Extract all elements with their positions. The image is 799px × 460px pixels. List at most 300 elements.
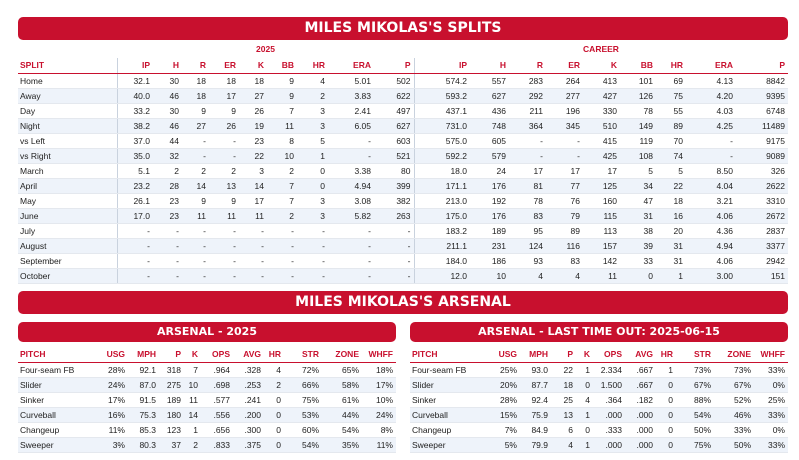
pitch-stat: 0 <box>656 377 676 392</box>
arsenal-2025-title: ARSENAL - 2025 <box>18 322 396 342</box>
stat-2025: 18 <box>182 73 209 88</box>
stat-2025: 18 <box>182 88 209 103</box>
stat-2025: 10 <box>267 148 297 163</box>
pitch-stat: 18 <box>551 377 576 392</box>
stat-2025: 32.1 <box>117 73 153 88</box>
pitch-stat: .333 <box>593 422 625 437</box>
table-row <box>18 437 396 452</box>
stat-career: 9089 <box>736 148 788 163</box>
pitch-stat: 0 <box>264 407 284 422</box>
header-2025-ip: IP <box>117 58 153 73</box>
header-2025-hr: HR <box>297 58 328 73</box>
stat-career: 413 <box>583 73 620 88</box>
pitch-stat: 0% <box>754 422 788 437</box>
stat-career: 1 <box>656 268 686 283</box>
stat-2025: 27 <box>239 88 267 103</box>
pitch-stat: 2.334 <box>593 362 625 377</box>
stat-career: 183.2 <box>414 223 470 238</box>
stat-2025: 46 <box>153 118 182 133</box>
pitch-stat: 17% <box>362 377 396 392</box>
pitch-stat: 60% <box>284 422 322 437</box>
split-label: October <box>18 268 117 283</box>
stat-career: 34 <box>620 178 656 193</box>
arsenal-2025-header-ops: OPS <box>201 347 233 362</box>
stat-2025: 17.0 <box>117 208 153 223</box>
stat-career: 4.20 <box>686 88 736 103</box>
header-career-bb: BB <box>620 58 656 73</box>
stat-2025: 7 <box>267 178 297 193</box>
stat-2025: - <box>328 148 374 163</box>
table-row <box>18 422 396 437</box>
pitch-stat: 54% <box>322 422 362 437</box>
split-label: vs Left <box>18 133 117 148</box>
pitch-stat: 7 <box>184 362 201 377</box>
pitch-stat: .000 <box>593 407 625 422</box>
pitch-stat: 88% <box>676 392 714 407</box>
pitch-stat: .000 <box>593 437 625 452</box>
header-career-hr: HR <box>656 58 686 73</box>
stat-career: - <box>509 148 546 163</box>
table-row <box>18 178 788 193</box>
stat-career: 264 <box>546 73 583 88</box>
stat-2025: 8 <box>267 133 297 148</box>
split-label: Home <box>18 73 117 88</box>
pitch-stat: 0 <box>576 422 593 437</box>
pitch-name: Four-seam FB <box>410 362 490 377</box>
header-career-ip: IP <box>414 58 470 73</box>
pitch-stat: 11 <box>184 392 201 407</box>
stat-2025: 5.82 <box>328 208 374 223</box>
pitch-stat: .833 <box>201 437 233 452</box>
stat-career: 77 <box>546 178 583 193</box>
stat-2025: 521 <box>374 148 414 163</box>
stat-career: 330 <box>583 103 620 118</box>
pitch-stat: 87.0 <box>128 377 159 392</box>
stat-career: 415 <box>583 133 620 148</box>
stat-career: 79 <box>546 208 583 223</box>
stat-2025: - <box>182 133 209 148</box>
stat-2025: 30 <box>153 73 182 88</box>
table-row <box>18 208 788 223</box>
stat-career: 89 <box>656 118 686 133</box>
stat-career: 510 <box>583 118 620 133</box>
pitch-stat: 61% <box>322 392 362 407</box>
stat-career: 74 <box>656 148 686 163</box>
split-label: March <box>18 163 117 178</box>
pitch-stat: .964 <box>201 362 233 377</box>
stat-2025: - <box>239 253 267 268</box>
stat-2025: - <box>328 238 374 253</box>
pitch-stat: .667 <box>625 362 656 377</box>
stat-2025: 30 <box>153 103 182 118</box>
stat-career: 292 <box>509 88 546 103</box>
stat-career: 731.0 <box>414 118 470 133</box>
header-career-r: R <box>509 58 546 73</box>
stat-2025: - <box>209 253 239 268</box>
pitch-stat: .300 <box>233 422 264 437</box>
stat-2025: 4 <box>297 73 328 88</box>
pitch-stat: 318 <box>159 362 184 377</box>
pitch-stat: 75.3 <box>128 407 159 422</box>
stat-2025: 3.38 <box>328 163 374 178</box>
stat-career: 4 <box>509 268 546 283</box>
pitch-stat: 72% <box>284 362 322 377</box>
header-career-p: P <box>736 58 788 73</box>
stat-career: 17 <box>546 163 583 178</box>
pitch-stat: 1 <box>576 437 593 452</box>
arsenal-2025-header-mph: MPH <box>128 347 159 362</box>
stat-career: 171.1 <box>414 178 470 193</box>
stat-career: 277 <box>546 88 583 103</box>
stat-2025: 9 <box>182 103 209 118</box>
stat-2025: 3.08 <box>328 193 374 208</box>
stat-career: 2672 <box>736 208 788 223</box>
table-row <box>18 392 396 407</box>
pitch-stat: .364 <box>593 392 625 407</box>
stat-2025: - <box>239 238 267 253</box>
stat-career: 18.0 <box>414 163 470 178</box>
pitch-stat: 1 <box>184 422 201 437</box>
pitch-name: Changeup <box>410 422 490 437</box>
stat-2025: - <box>209 268 239 283</box>
split-label: May <box>18 193 117 208</box>
pitch-stat: .182 <box>625 392 656 407</box>
header-2025-er: ER <box>209 58 239 73</box>
stat-2025: 6.05 <box>328 118 374 133</box>
pitch-stat: 4 <box>264 362 284 377</box>
stat-2025: 9 <box>209 193 239 208</box>
pitch-name: Slider <box>18 377 98 392</box>
stat-2025: 23 <box>153 193 182 208</box>
pitch-stat: 33% <box>754 437 788 452</box>
pitch-stat: 75% <box>284 392 322 407</box>
stat-career: 4.36 <box>686 223 736 238</box>
stat-2025: 23 <box>153 208 182 223</box>
pitch-stat: 25 <box>551 392 576 407</box>
stat-career: 211.1 <box>414 238 470 253</box>
stat-2025: 18 <box>209 73 239 88</box>
stat-2025: 22 <box>239 148 267 163</box>
pitch-name: Sinker <box>18 392 98 407</box>
pitch-stat: 84.9 <box>520 422 551 437</box>
stat-career: 4.25 <box>686 118 736 133</box>
stat-2025: 7 <box>267 193 297 208</box>
arsenal-2025-header-pitch: PITCH <box>18 347 98 362</box>
stat-2025: - <box>153 253 182 268</box>
stat-career: 3.00 <box>686 268 736 283</box>
stat-career: 95 <box>509 223 546 238</box>
pitch-stat: 75% <box>676 437 714 452</box>
stat-career: 437.1 <box>414 103 470 118</box>
pitch-stat: .000 <box>625 407 656 422</box>
stat-career: 12.0 <box>414 268 470 283</box>
stat-2025: - <box>328 268 374 283</box>
pitch-stat: 35% <box>322 437 362 452</box>
stat-2025: - <box>239 268 267 283</box>
pitch-stat: 0 <box>656 407 676 422</box>
header-2025-p: P <box>374 58 414 73</box>
stat-2025: 0 <box>297 178 328 193</box>
split-label: Night <box>18 118 117 133</box>
stat-2025: 37.0 <box>117 133 153 148</box>
stat-2025: - <box>328 253 374 268</box>
pitch-stat: 24% <box>98 377 128 392</box>
stat-2025: - <box>153 223 182 238</box>
pitch-stat: 2 <box>264 377 284 392</box>
stat-career: 189 <box>470 223 509 238</box>
pitch-stat: 180 <box>159 407 184 422</box>
pitch-stat: 52% <box>714 392 754 407</box>
stat-career: 592.2 <box>414 148 470 163</box>
header-2025-r: R <box>182 58 209 73</box>
stat-2025: 497 <box>374 103 414 118</box>
pitch-stat: .698 <box>201 377 233 392</box>
stat-career: 211 <box>509 103 546 118</box>
stat-2025: - <box>374 253 414 268</box>
stat-career: 427 <box>583 88 620 103</box>
stat-career: 2622 <box>736 178 788 193</box>
pitch-stat: 53% <box>284 407 322 422</box>
stat-career: 0 <box>620 268 656 283</box>
pitch-stat: .556 <box>201 407 233 422</box>
stat-2025: - <box>239 223 267 238</box>
pitch-stat: 73% <box>676 362 714 377</box>
pitch-stat: 0 <box>656 437 676 452</box>
pitch-stat: .577 <box>201 392 233 407</box>
stat-2025: - <box>182 268 209 283</box>
pitch-stat: 33% <box>714 422 754 437</box>
stat-career: 557 <box>470 73 509 88</box>
stat-2025: - <box>117 253 153 268</box>
stat-career: 160 <box>583 193 620 208</box>
stat-career: 70 <box>656 133 686 148</box>
stat-career: 6748 <box>736 103 788 118</box>
stat-2025: 3 <box>239 163 267 178</box>
stat-career: 8.50 <box>686 163 736 178</box>
stat-2025: 11 <box>239 208 267 223</box>
pitch-stat: 14 <box>184 407 201 422</box>
stat-career: 186 <box>470 253 509 268</box>
stat-career: 22 <box>656 178 686 193</box>
stat-2025: 5 <box>297 133 328 148</box>
stat-career: 575.0 <box>414 133 470 148</box>
stat-2025: 7 <box>267 103 297 118</box>
stat-2025: 13 <box>209 178 239 193</box>
split-label: June <box>18 208 117 223</box>
stat-career: 83 <box>546 253 583 268</box>
pitch-stat: 54% <box>676 407 714 422</box>
pitch-stat: 6 <box>551 422 576 437</box>
stat-2025: 44 <box>153 133 182 148</box>
stat-career: - <box>509 133 546 148</box>
stat-career: 436 <box>470 103 509 118</box>
stat-2025: 17 <box>209 88 239 103</box>
stat-career: 119 <box>620 133 656 148</box>
stat-2025: 27 <box>182 118 209 133</box>
arsenal-2025-header-whff: WHFF <box>362 347 396 362</box>
stat-career: 47 <box>620 193 656 208</box>
stat-career: 33 <box>620 253 656 268</box>
pitch-stat: 92.1 <box>128 362 159 377</box>
split-label: August <box>18 238 117 253</box>
arsenal-2025-header-row <box>18 347 396 362</box>
stat-2025: 33.2 <box>117 103 153 118</box>
header-split: SPLIT <box>18 58 117 73</box>
stat-career: 5 <box>620 163 656 178</box>
pitch-stat: 2 <box>184 437 201 452</box>
stat-2025: 17 <box>239 193 267 208</box>
pitch-stat: 1 <box>656 362 676 377</box>
pitch-stat: .000 <box>625 422 656 437</box>
pitch-stat: 28% <box>490 392 520 407</box>
stat-2025: 35.0 <box>117 148 153 163</box>
pitch-stat: 85.3 <box>128 422 159 437</box>
pitch-stat: 8% <box>362 422 396 437</box>
pitch-stat: 0 <box>656 392 676 407</box>
stat-2025: - <box>267 238 297 253</box>
stat-2025: 4.94 <box>328 178 374 193</box>
header-2025-k: K <box>239 58 267 73</box>
stat-career: 345 <box>546 118 583 133</box>
pitch-stat: 10% <box>362 392 396 407</box>
pitch-stat: 33% <box>754 407 788 422</box>
stat-career: 116 <box>546 238 583 253</box>
arsenal-last-out-header-pitch: PITCH <box>410 347 490 362</box>
pitch-stat: 66% <box>284 377 322 392</box>
stat-career: 17 <box>509 163 546 178</box>
pitch-stat: 67% <box>714 377 754 392</box>
stat-career: 196 <box>546 103 583 118</box>
header-career-h: H <box>470 58 509 73</box>
stat-career: 231 <box>470 238 509 253</box>
pitch-stat: 25% <box>490 362 520 377</box>
stat-2025: 26.1 <box>117 193 153 208</box>
arsenal-last-out-header-whff: WHFF <box>754 347 788 362</box>
stat-2025: 26 <box>239 103 267 118</box>
stat-career: 3.21 <box>686 193 736 208</box>
stat-2025: - <box>374 238 414 253</box>
pitch-stat: 22 <box>551 362 576 377</box>
stat-2025: - <box>153 268 182 283</box>
table-row <box>410 392 788 407</box>
pitch-stat: 28% <box>98 362 128 377</box>
pitch-name: Sweeper <box>410 437 490 452</box>
stat-2025: 9 <box>209 103 239 118</box>
stat-career: 627 <box>470 88 509 103</box>
pitch-stat: 20% <box>490 377 520 392</box>
stat-2025: 14 <box>182 178 209 193</box>
pitch-name: Four-seam FB <box>18 362 98 377</box>
stat-career: 101 <box>620 73 656 88</box>
table-row <box>18 193 788 208</box>
stat-career: 24 <box>470 163 509 178</box>
arsenal-last-out-header-row <box>410 347 788 362</box>
arsenal-2025-table <box>18 347 396 453</box>
stat-career: 4.06 <box>686 208 736 223</box>
stat-2025: - <box>297 223 328 238</box>
pitch-stat: 44% <box>322 407 362 422</box>
pitch-stat: .656 <box>201 422 233 437</box>
stat-career: 175.0 <box>414 208 470 223</box>
arsenal-2025-header-usg: USG <box>98 347 128 362</box>
pitch-stat: 1.500 <box>593 377 625 392</box>
stat-2025: 46 <box>153 88 182 103</box>
group-label-career: CAREER <box>583 44 619 54</box>
stat-2025: 0 <box>297 163 328 178</box>
pitch-stat: 7% <box>490 422 520 437</box>
arsenal-2025-header-avg: AVG <box>233 347 264 362</box>
pitch-stat: 65% <box>322 362 362 377</box>
stat-2025: - <box>117 238 153 253</box>
pitch-stat: 37 <box>159 437 184 452</box>
stat-2025: 9 <box>267 88 297 103</box>
stat-2025: 2 <box>153 163 182 178</box>
stat-2025: - <box>209 148 239 163</box>
stat-career: 4.03 <box>686 103 736 118</box>
stat-career: 83 <box>509 208 546 223</box>
pitch-stat: 93.0 <box>520 362 551 377</box>
split-label: April <box>18 178 117 193</box>
pitch-stat: 13 <box>551 407 576 422</box>
stat-career: - <box>546 148 583 163</box>
stat-2025: 19 <box>239 118 267 133</box>
stat-career: 3377 <box>736 238 788 253</box>
stat-2025: 40.0 <box>117 88 153 103</box>
pitch-stat: 50% <box>676 422 714 437</box>
table-row <box>18 407 396 422</box>
stat-career: 113 <box>583 223 620 238</box>
stat-career: 8842 <box>736 73 788 88</box>
stat-2025: - <box>328 223 374 238</box>
stat-2025: - <box>267 253 297 268</box>
stat-career: 748 <box>470 118 509 133</box>
stat-2025: - <box>182 238 209 253</box>
stat-career: 17 <box>583 163 620 178</box>
stat-career: 93 <box>509 253 546 268</box>
stat-2025: 23 <box>239 133 267 148</box>
stat-2025: - <box>117 268 153 283</box>
stat-career: 55 <box>656 103 686 118</box>
stat-2025: 80 <box>374 163 414 178</box>
stat-2025: 11 <box>267 118 297 133</box>
pitch-name: Sinker <box>410 392 490 407</box>
stat-career: 76 <box>546 193 583 208</box>
stat-2025: - <box>209 133 239 148</box>
stat-2025: - <box>267 268 297 283</box>
stat-career: 126 <box>620 88 656 103</box>
stat-2025: 9 <box>267 73 297 88</box>
stat-career: 115 <box>583 208 620 223</box>
split-label: vs Right <box>18 148 117 163</box>
stat-2025: 399 <box>374 178 414 193</box>
arsenal-last-out-title: ARSENAL - LAST TIME OUT: 2025-06-15 <box>410 322 788 342</box>
pitch-stat: 91.5 <box>128 392 159 407</box>
stat-career: - <box>686 148 736 163</box>
stat-career: - <box>546 133 583 148</box>
stat-career: 18 <box>656 193 686 208</box>
stat-career: 149 <box>620 118 656 133</box>
stat-career: 4.94 <box>686 238 736 253</box>
table-row <box>410 422 788 437</box>
stat-career: 9175 <box>736 133 788 148</box>
pitch-stat: .667 <box>625 377 656 392</box>
stat-career: 579 <box>470 148 509 163</box>
stat-career: 2837 <box>736 223 788 238</box>
stat-career: 31 <box>620 208 656 223</box>
pitch-stat: 87.7 <box>520 377 551 392</box>
stat-career: 78 <box>620 103 656 118</box>
table-row <box>410 407 788 422</box>
